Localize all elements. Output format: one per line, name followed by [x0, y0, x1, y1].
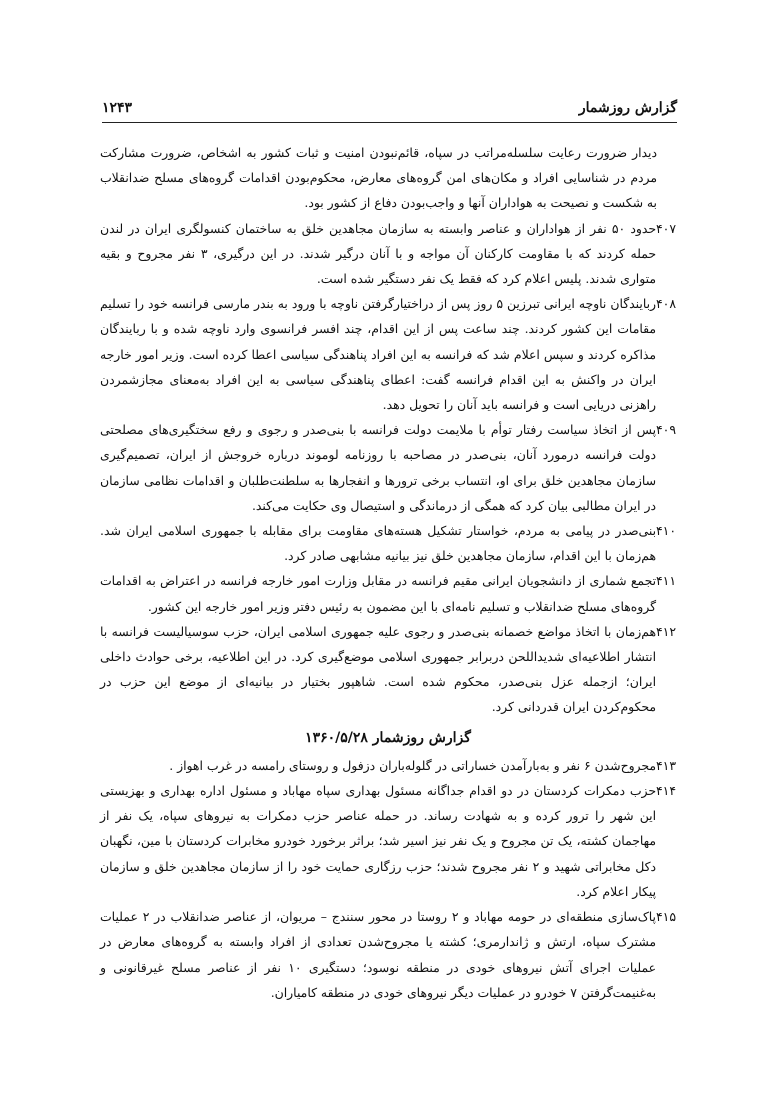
entry-text: هم‌زمان با اتخاذ مواضع خصمانه بنی‌صدر و رجوی علیه جمهوری اسلامی ایران، حزب سوسیالیست فرانسه با انتشار اطلاعیه‌ای شدیداللحن دربرابر جمهوری اسلامی موضع‌گیری کرد. در این اطلاعیه، برخی حوادث داخلی ایران؛ ازجمله عزل بنی‌صدر، محکوم شده است. شاهپور بختیار در بیانیه‌ای از موضع این حزب در محکوم‌کردن ایران قدردانی کرد. — [100, 623, 657, 715]
entry-list-b — [100, 753, 676, 1005]
entry-number: ۴۱۵ — [656, 909, 676, 925]
entry-number: ۴۱۲ — [656, 623, 676, 639]
entry-text: بنی‌صدر در پیامی به مردم، خواستار تشکیل هسته‌های مقاومت برای مقابله با جمهوری اسلامی ایران شد. هم‌زمان با این اقدام، سازمان مجاهدین خلق نیز بیانیه مشابهی صادر کرد. — [100, 523, 657, 564]
entry-413 — [100, 753, 676, 778]
entry-number: ۴۰۷ — [656, 220, 676, 236]
entry-text: تجمع شماری از دانشجویان ایرانی مقیم فرانسه در مقابل وزارت امور خارجه فرانسه در اعتراض به اقدامات گروه‌های مسلح ضدانقلاب و تسلیم نامه‌ای با این مضمون به رئیس دفتر وزیر امور خارجه این کشور. — [100, 573, 657, 614]
entry-number: ۴۱۱ — [656, 573, 676, 589]
entry-number: ۴۰۸ — [656, 296, 676, 312]
entry-411 — [100, 568, 676, 618]
entry-412 — [100, 619, 676, 720]
entry-number: ۴۱۰ — [656, 523, 676, 539]
page-number: ۱۲۴۳ — [102, 100, 133, 116]
entry-414 — [100, 778, 676, 904]
page-body — [100, 140, 676, 1005]
header-divider — [102, 122, 677, 123]
entry-408 — [100, 291, 676, 417]
entry-number: ۴۰۹ — [656, 422, 676, 438]
entry-number: ۴۱۴ — [656, 783, 676, 799]
entry-407 — [100, 216, 676, 292]
entry-text: پس از اتخاذ سیاست رفتار توأم با ملایمت دولت فرانسه با بنی‌صدر و رجوی و رفع سختگیری‌های مصلحتی دولت فرانسه درمورد آنان، بنی‌صدر در مصاحبه با روزنامه لوموند درباره خروجش از ایران، تصمیم‌گیری سازمان مجاهدین خلق برای او، انتساب برخی ترورها و انفجارها به سلطنت‌طلبان و اقدامات نظامی سازمان در ایران مطالبی بیان کرد که همگی از درماندگی و استیصال وی حکایت می‌کند. — [100, 422, 657, 513]
entry-text: پاک‌سازی منطقه‌ای در حومه مهاباد و ۲ روستا در محور سنندج – مریوان، از عناصر ضدانقلاب در ۲ عملیات مشترک سپاه، ارتش و ژاندارمری؛ کشته یا مجروح‌شدن تعدادی از افراد وابسته به گروه‌های معارض در عملیات اجرای آتش نیروهای خودی در منطقه نوسود؛ دستگیری ۱۰ نفر از عناصر مسلح غیرقانونی و به‌غنیمت‌گرفتن ۷ خودرو در عملیات دیگر نیروهای خودی در منطقه کامیاران. — [100, 909, 657, 1000]
entry-415 — [100, 904, 676, 1005]
entry-text: ربایندگان ناوچه ایرانی تبرزین ۵ روز پس از دراختیارگرفتن ناوچه با ورود به بندر مارسی فرانسه خود را تسلیم مقامات این کشور کردند. چند ساعت پس از این اقدام، چند افسر فرانسوی وارد ناوچه شده و با ربایندگان مذاکره کردند و سپس اعلام شد که فرانسه به این افراد پناهندگی سیاسی اعطا کرده است. وزیر امور خارجه ایران در واکنش به این اقدام فرانسه گفت: اعطای پناهندگی سیاسی به این افراد به‌معنای مجازشمردن راهزنی دریایی است و فرانسه باید آنان را تحویل دهد. — [100, 296, 657, 413]
intro-paragraph: دیدار ضرورت رعایت سلسله‌مراتب در سپاه، قائم‌نبودن امنیت و ثبات کشور به اشخاص، ضرورت مشارکت مردم در شناسایی افراد و مکان‌های امن گروه‌های معارض، محکوم‌بودن اقدامات گروه‌های مسلح ضدانقلاب به شکست و نصیحت به هواداران آنها و واجب‌بودن دفاع از کشور بود. — [100, 145, 657, 211]
entry-text: حدود ۵۰ نفر از هواداران و عناصر وابسته به سازمان مجاهدین خلق به ساختمان کنسولگری ایران در لندن حمله کردند که با مقاومت کارکنان آن مواجه و با آنان درگیر شدند. در این درگیری، ۳ نفر مجروح و بقیه متواری شدند. پلیس اعلام کرد که فقط یک نفر دستگیر شده است. — [100, 220, 657, 287]
entry-number: ۴۱۳ — [656, 757, 676, 773]
entry-list-a — [100, 216, 676, 720]
entry-409 — [100, 417, 676, 518]
entry-text: مجروح‌شدن ۶ نفر و به‌بارآمدن خساراتی در گلوله‌باران دزفول و روستای رامسه در غرب اهواز . — [169, 757, 657, 773]
entry-410 — [100, 518, 676, 568]
section-heading: گزارش روزشمار ۱۳۶۰/۵/۲۸ — [305, 729, 471, 746]
running-title: گزارش روزشمار — [578, 100, 677, 116]
page-header — [102, 90, 677, 116]
entry-text: حزب دمکرات کردستان در دو اقدام جداگانه مسئول بهداری سپاه مهاباد و مسئول اداره بهداری و بهزیستی این شهر را ترور کرده و به شهادت رساند. در حمله عناصر حزب دمکرات به نیروهای سپاه، یک نفر از مهاجمان کشته، یک تن مجروح و یک نفر نیز اسیر شد؛ براثر برخورد خودرو مخابرات کردستان با مین، نگهبان دکل مخابراتی شهید و ۲ نفر مجروح شدند؛ حزب رزگاری حمایت خود را از سازمان مجاهدین خلق و سازمان پیکار اعلام کرد. — [100, 783, 657, 899]
